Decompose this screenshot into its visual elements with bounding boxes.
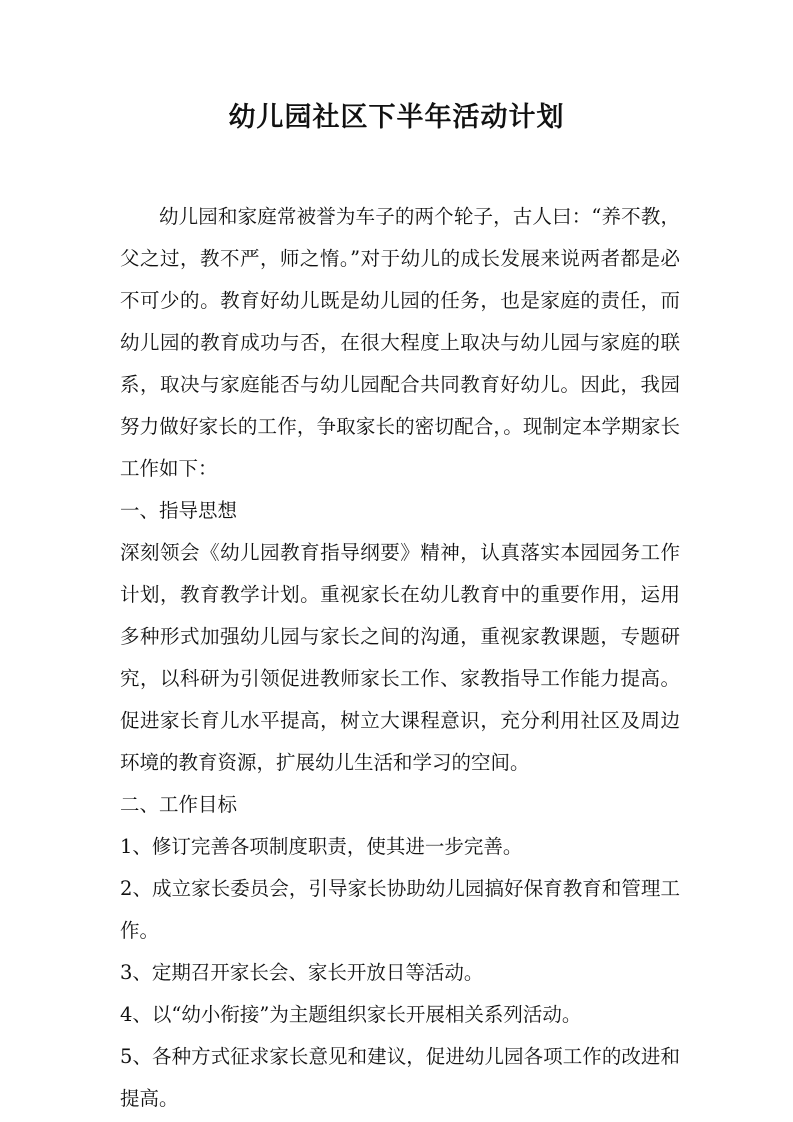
goal-item: 3、定期召开家长会、家长开放日等活动。 xyxy=(120,961,484,984)
document-title: 幼儿园社区下半年活动计划 xyxy=(228,102,565,133)
section-heading-work-goals: 二、工作目标 xyxy=(120,793,238,816)
intro-paragraph: 幼儿园和家庭常被誉为车子的两个轮子，古人曰：“养不教，父之过，教不严，师之惰。”对于幼儿的成长发展来说两者都是必不可少的。教育好幼儿既是幼儿园的任务，也是家庭的责任，而幼儿园的教育成功与否，在很大程度上取决与幼儿园与家庭的联系，取决与家庭能否与幼儿园配合共同教育好幼儿。因此，我园努力做好家长的工作，争取家长的密切配合，。现制定本学期家长工作如下： xyxy=(120,205,680,480)
goal-item: 2、成立家长委员会，引导家长协助幼儿园搞好保育教育和管理工作。 xyxy=(120,877,680,942)
goal-item: 5、各种方式征求家长意见和建议，促进幼儿园各项工作的改进和提高。 xyxy=(120,1045,680,1110)
goal-item: 4、以“幼小衔接”为主题组织家长开展相关系列活动。 xyxy=(120,1003,582,1026)
guiding-ideas-paragraph: 深刻领会《幼儿园教育指导纲要》精神，认真落实本园园务工作计划，教育教学计划。重视家长在幼儿教育中的重要作用，运用多种形式加强幼儿园与家长之间的沟通，重视家教课题，专题研究，以科研为引领促进教师家长工作、家教指导工作能力提高。促进家长育儿水平提高，树立大课程意识，充分利用社区及周边环境的教育资源，扩展幼儿生活和学习的空间。 xyxy=(120,541,680,774)
document-body xyxy=(120,196,680,1120)
goal-item: 1、修订完善各项制度职责，使其进一步完善。 xyxy=(120,835,523,858)
section-heading-guiding-ideas: 一、指导思想 xyxy=(120,499,238,522)
